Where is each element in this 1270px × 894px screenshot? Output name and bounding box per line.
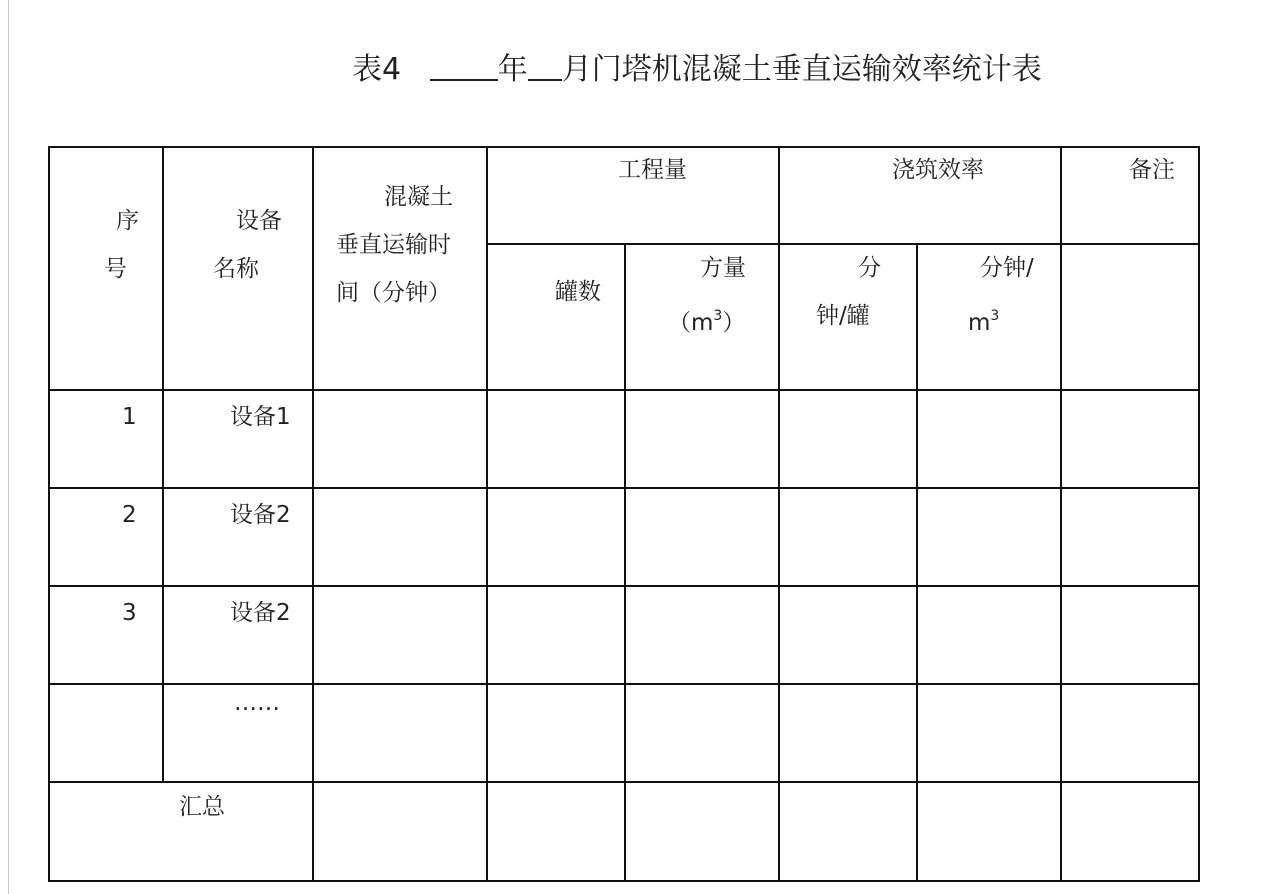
header-remark: 备注 xyxy=(1129,157,1175,183)
row-2-seq: 2 xyxy=(122,502,137,528)
col-divider-seq xyxy=(162,146,164,783)
header-volume xyxy=(668,244,746,347)
header-device-line2: 名称 xyxy=(213,256,259,282)
header-min-per-m3 xyxy=(968,244,1034,347)
statistics-table xyxy=(48,146,1200,882)
row-1-seq: 1 xyxy=(122,404,137,430)
row-3-device: 设备2 xyxy=(230,600,291,626)
col-divider-tanks xyxy=(624,243,626,882)
page-margin-rule xyxy=(8,0,9,894)
table-border-right xyxy=(1198,146,1200,882)
header-device xyxy=(213,197,282,293)
table-border-top xyxy=(48,146,1200,148)
header-time-line2: 垂直运输时 xyxy=(336,232,451,258)
title-prefix: 表4 xyxy=(352,52,402,87)
row-3-seq: 3 xyxy=(122,600,137,626)
header-volume-line1: 方量 xyxy=(700,255,746,281)
header-efficiency-group: 浇筑效率 xyxy=(892,157,984,183)
col-divider-time xyxy=(486,146,488,882)
title-year-suffix: 年 xyxy=(497,52,528,87)
row-4-device: …… xyxy=(234,690,280,716)
row-2-device: 设备2 xyxy=(230,502,291,528)
header-device-line1: 设备 xyxy=(236,208,282,234)
summary-label: 汇总 xyxy=(179,794,225,820)
year-blank xyxy=(430,53,498,81)
header-seq xyxy=(104,197,139,293)
header-quantity-group: 工程量 xyxy=(618,157,687,183)
header-time-line1: 混凝土 xyxy=(384,184,453,210)
col-divider-min-tank xyxy=(916,243,918,882)
header-time-line3: 间（分钟） xyxy=(336,280,451,306)
month-blank xyxy=(528,53,562,81)
header-min-m3-line1: 分钟/ xyxy=(980,255,1034,281)
header-tanks: 罐数 xyxy=(555,279,601,305)
header-min-tank-line2: 钟/罐 xyxy=(816,303,870,329)
header-min-per-tank xyxy=(816,244,881,340)
row-1-device: 设备1 xyxy=(230,404,291,430)
header-min-m3-line2: $m^3$ xyxy=(968,308,1000,336)
col-divider-min-m3 xyxy=(1060,146,1062,882)
header-volume-line2: $(m^3)$ xyxy=(668,308,746,336)
table-border-left xyxy=(48,146,50,882)
header-vertical-transport-time xyxy=(336,173,453,317)
header-min-tank-line1: 分 xyxy=(858,255,881,281)
col-divider-device xyxy=(312,146,314,882)
header-seq-line2: 号 xyxy=(104,256,127,282)
col-divider-volume xyxy=(778,146,780,882)
title-rest: 月门塔机混凝土垂直运输效率统计表 xyxy=(561,52,1042,87)
table-title xyxy=(352,44,1042,88)
header-seq-line1: 序 xyxy=(116,208,139,234)
